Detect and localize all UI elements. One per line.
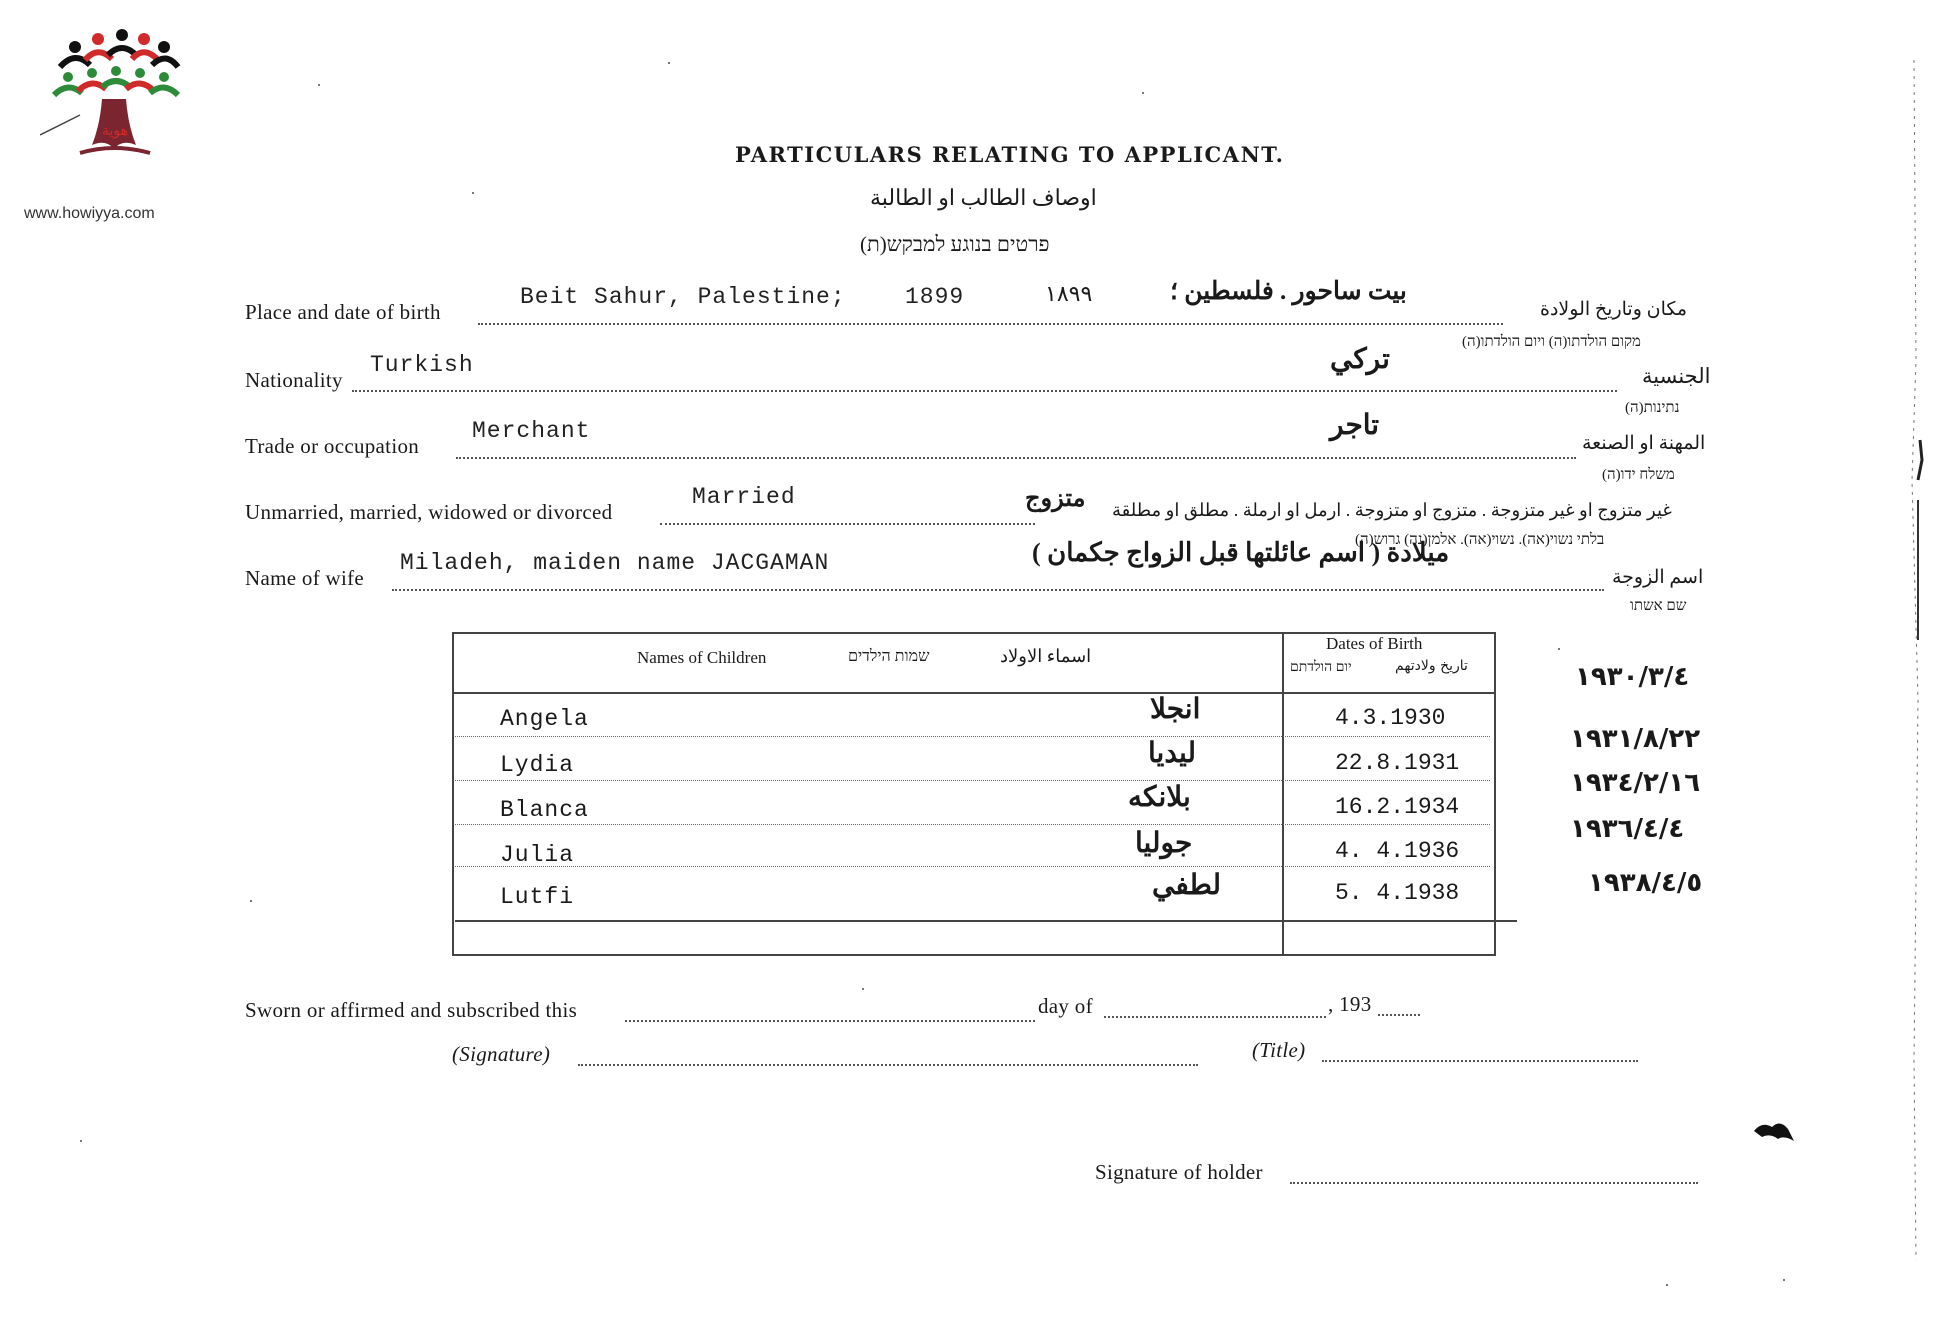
header-dates-he: יום הולדתם <box>1290 660 1352 675</box>
wife-label-arabic: اسم الزوجة <box>1612 567 1704 588</box>
child-name-en: Lutfi <box>500 884 575 910</box>
child-name-ar: بلانكه <box>1128 782 1191 813</box>
marital-value-arabic: متزوج <box>1025 486 1086 512</box>
table-column-divider <box>1282 632 1284 954</box>
howiyya-logo <box>24 25 190 222</box>
occupation-label: Trade or occupation <box>245 434 420 458</box>
signature-label: (Signature) <box>452 1042 551 1066</box>
birth-year-arabic: ١٨٩٩ <box>1045 282 1093 307</box>
sworn-label: Sworn or affirmed and subscribed this <box>245 998 578 1022</box>
child-date: 22.8.1931 <box>1335 750 1460 776</box>
birth-value-arabic: بيت ساحور . فلسطين ؛ <box>1170 278 1407 305</box>
birth-dotted-line <box>478 323 1503 325</box>
page-title: PARTICULARS RELATING TO APPLICANT. <box>735 142 1285 167</box>
child-name-en: Lydia <box>500 752 575 778</box>
marital-label: Unmarried, married, widowed or divorced <box>245 500 613 524</box>
nationality-label-hebrew: נתינות(ה) <box>1625 400 1680 416</box>
child-name-ar: ليديا <box>1148 738 1197 769</box>
child-name-ar: لطفي <box>1152 870 1222 901</box>
logo-wordmark: هوية <box>102 123 129 139</box>
scan-speck <box>1666 1284 1668 1286</box>
table-row-rule <box>455 824 1490 825</box>
title-hebrew: פרטים בנוגע למבקש(ת) <box>860 232 1050 256</box>
wife-label: Name of wife <box>245 566 365 590</box>
year-dotted-line <box>1378 1014 1420 1016</box>
year-label: , 193 <box>1328 992 1372 1016</box>
title-arabic: اوصاف الطالب او الطالبة <box>870 185 1097 210</box>
wife-dotted-line <box>392 589 1604 591</box>
scan-speck <box>250 900 252 902</box>
day-of-label: day of <box>1038 994 1093 1018</box>
nationality-label: Nationality <box>245 368 343 392</box>
header-names-ar: اسماء الاولاد <box>1000 646 1092 666</box>
scan-edge-decoration <box>1900 60 1930 1260</box>
child-date-arabic: ١٩٣٠/٣/٤ <box>1575 662 1690 692</box>
child-date: 4.3.1930 <box>1335 705 1446 731</box>
nationality-dotted-line <box>352 390 1617 392</box>
header-names-en: Names of Children <box>637 648 767 667</box>
holder-signature-dotted-line <box>1290 1182 1698 1184</box>
occupation-dotted-line <box>456 457 1576 459</box>
scan-speck <box>1783 1279 1785 1281</box>
scan-speck <box>472 192 474 194</box>
child-date-arabic: ١٩٣١/٨/٢٢ <box>1570 724 1701 754</box>
header-dates-en: Dates of Birth <box>1326 634 1423 653</box>
scan-speck <box>318 84 320 86</box>
logo-url[interactable]: www.howiyya.com <box>24 205 155 222</box>
table-total-rule <box>455 920 1517 922</box>
scan-speck <box>1142 92 1144 94</box>
table-row-rule <box>455 736 1490 737</box>
table-header-rule <box>452 692 1494 694</box>
ink-mark-icon <box>1752 1117 1796 1147</box>
nationality-value-arabic: تركي <box>1330 344 1390 375</box>
table-row-rule <box>455 780 1490 781</box>
sworn-day-dotted-line <box>625 1020 1035 1022</box>
scan-speck <box>1558 648 1560 650</box>
holder-signature-label: Signature of holder <box>1095 1160 1263 1184</box>
scan-speck <box>80 1140 82 1142</box>
wife-value: Miladeh, maiden name JACGAMAN <box>400 550 830 576</box>
title-dotted-line <box>1322 1060 1638 1062</box>
child-date-arabic: ١٩٣٤/٢/١٦ <box>1570 768 1701 798</box>
occupation-label-arabic: المهنة او الصنعة <box>1582 433 1706 454</box>
wife-value-arabic: ميلادة ( اسم عائلتها قبل الزواج جكمان ) <box>1032 538 1450 567</box>
scan-speck <box>862 988 864 990</box>
birth-year: 1899 <box>905 284 965 310</box>
child-date-arabic: ١٩٣٨/٤/٥ <box>1588 868 1703 898</box>
marital-dotted-line <box>660 523 1035 525</box>
occupation-label-hebrew: משלח ידו(ה) <box>1602 467 1675 483</box>
birth-label: Place and date of birth <box>245 300 441 324</box>
nationality-value: Turkish <box>370 352 474 378</box>
marital-value: Married <box>692 484 796 510</box>
child-date: 5. 4.1938 <box>1335 880 1460 906</box>
occupation-value: Merchant <box>472 418 591 444</box>
child-name-en: Julia <box>500 842 575 868</box>
nationality-label-arabic: الجنسية <box>1642 364 1711 388</box>
marital-label-hebrew: בלתי נשוי(אה). נשוי(אה). אלמן(נה) גרוש(ה) <box>1355 532 1605 548</box>
title-label: (Title) <box>1252 1038 1306 1062</box>
header-dates-ar: تاريخ ولادتهم <box>1395 658 1468 674</box>
child-name-en: Angela <box>500 706 589 732</box>
header-names-he: שמות הילדים <box>848 648 930 665</box>
child-name-ar: انجلا <box>1150 694 1201 725</box>
month-dotted-line <box>1104 1016 1326 1018</box>
tree-logo-icon <box>40 25 190 165</box>
birth-label-hebrew: מקום הולדתו(ה) ויום הולדתו(ה) <box>1462 334 1641 350</box>
child-name-ar: جوليا <box>1135 828 1193 859</box>
signature-dotted-line <box>578 1064 1198 1066</box>
marital-label-arabic: غير متزوج او غير متزوجة . متزوج او متزوجة . ارمل او ارملة . مطلق او مطلقة <box>1112 500 1672 520</box>
scan-speck <box>668 62 670 64</box>
wife-label-hebrew: שם אשתו <box>1630 598 1687 614</box>
child-date: 16.2.1934 <box>1335 794 1460 820</box>
birth-value: Beit Sahur, Palestine; <box>520 284 846 310</box>
child-date: 4. 4.1936 <box>1335 838 1460 864</box>
occupation-value-arabic: تاجر <box>1330 410 1380 441</box>
birth-label-arabic: مكان وتاريخ الولادة <box>1540 299 1688 320</box>
child-name-en: Blanca <box>500 797 589 823</box>
child-date-arabic: ١٩٣٦/٤/٤ <box>1570 814 1685 844</box>
table-row-rule <box>455 866 1490 867</box>
